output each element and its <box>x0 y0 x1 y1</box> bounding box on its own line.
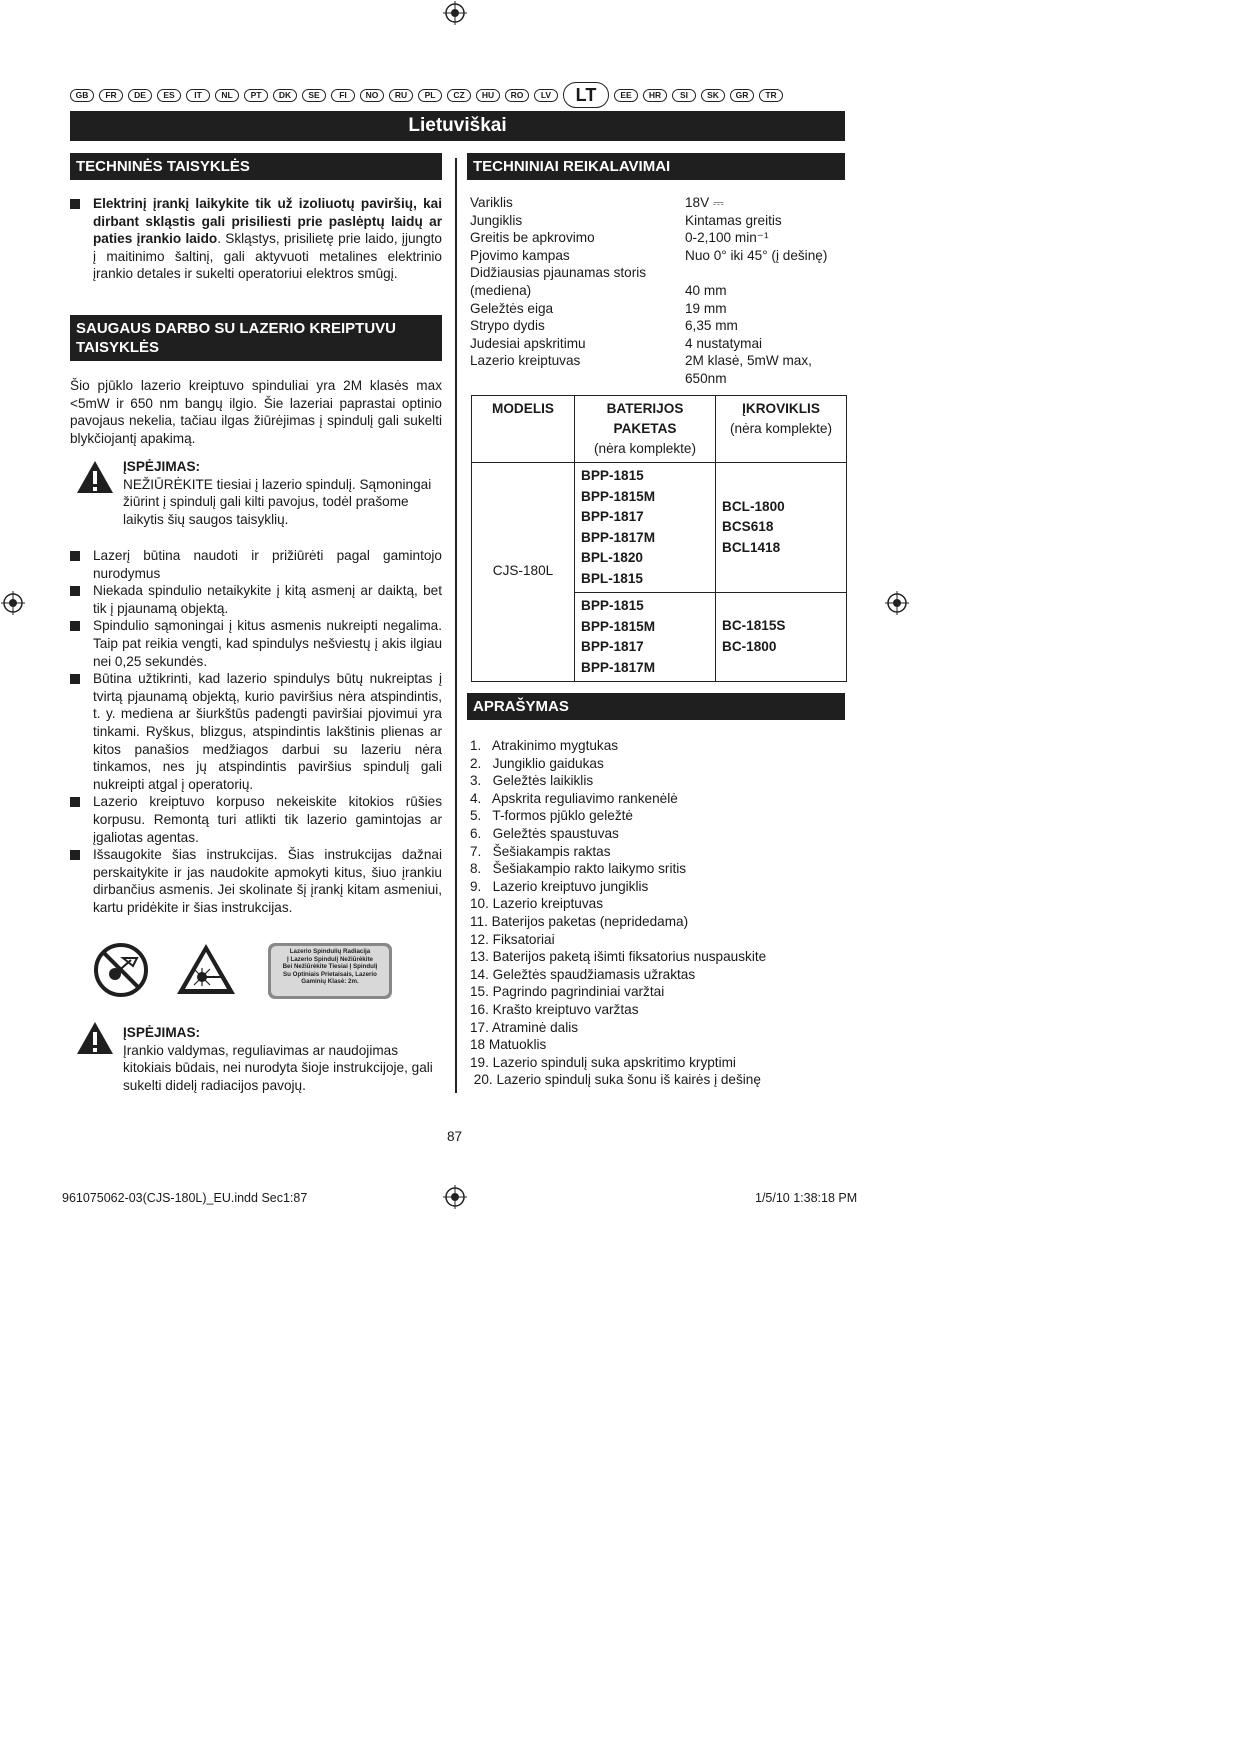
laser-bullet <box>70 846 442 916</box>
bullet-square <box>70 621 80 631</box>
language-tab-hr[interactable]: HR <box>643 89 667 102</box>
table-item: BPP-1817 <box>581 639 644 654</box>
spec-row <box>470 352 845 387</box>
bullet-square <box>70 551 80 561</box>
laser-bullet-text: Spindulio sąmoningai į kitus asmenis nukreipti negalima. Taip pat reikia vengti, kad spindulys nešviestų į akis ilgiau nei 0,25 sekundės. <box>93 618 442 669</box>
laser-label-line: Gaminių Klasė: 2m. <box>301 978 359 986</box>
spec-label: Didžiausias pjaunamas storis <box>470 265 647 281</box>
language-tab-lv[interactable]: LV <box>534 89 558 102</box>
language-tab-pl[interactable]: PL <box>418 89 442 102</box>
language-tab-gb[interactable]: GB <box>70 89 94 102</box>
description-item: 8. Šešiakampio rakto laikymo sritis <box>470 861 687 877</box>
table-item: BPP-1815M <box>581 488 656 504</box>
laser-bullet-text: Lazerį būtina naudoti ir prižiūrėti pagal gamintojo nurodymus <box>93 548 442 581</box>
description-item: 15. Pagrindo pagrindiniai varžtai <box>470 984 665 1000</box>
description-item: 5. T-formos pjūklo geležtė <box>470 808 633 824</box>
table-item: BC-1800 <box>722 638 777 654</box>
description-item: 17. Atraminė dalis <box>470 1019 579 1035</box>
table-header-model: MODELIS <box>472 396 575 463</box>
description-item: 3. Geležtės laikiklis <box>470 773 594 789</box>
section-title-description: APRAŠYMAS <box>467 693 845 720</box>
laser-bullet <box>70 617 442 670</box>
registration-mark-left <box>1 591 25 615</box>
footer-timestamp: 1/5/10 1:38:18 PM <box>755 1191 858 1205</box>
table-header-battery-note: (nėra komplekte) <box>594 441 696 456</box>
model-compatibility-table <box>471 395 847 682</box>
laser-warning-label <box>268 943 392 999</box>
spec-label: Greitis be apkrovimo <box>470 230 595 246</box>
page-number: 87 <box>447 1129 463 1144</box>
description-item: 13. Baterijos paketą išimti fiksatorius nuspauskite <box>470 949 767 965</box>
warning1-title: ĮSPĖJIMAS: <box>123 459 201 474</box>
table-item: BPP-1815M <box>581 618 656 634</box>
spec-value: 40 mm <box>685 282 727 298</box>
spec-value: 6,35 mm <box>685 318 738 334</box>
table-battery-cell <box>575 593 716 682</box>
description-item: 14. Geležtės spaudžiamasis užraktas <box>470 966 696 982</box>
table-header-charger-note: (nėra komplekte) <box>730 421 832 436</box>
language-tab-pt[interactable]: PT <box>244 89 268 102</box>
warning-triangle-icon <box>76 1021 114 1055</box>
spec-value <box>685 264 845 282</box>
table-model-cell: CJS-180L <box>472 463 575 682</box>
description-item: 7. Šešiakampis raktas <box>470 843 611 859</box>
section-title-laser-safety: SAUGAUS DARBO SU LAZERIO KREIPTUVU TAISYKLĖS <box>70 315 442 361</box>
section-title-specifications: TECHNINIAI REIKALAVIMAI <box>467 153 845 180</box>
spec-row <box>470 194 845 212</box>
laser-intro: Šio pjūklo lazerio kreiptuvo spinduliai yra 2M klasės max <5mW ir 650 nm bangų ilgio. Šie lazeriai paprastai optinio pavojaus nekelia, tačiau ilgas žiūrėjimas į spindulį gali sukelti blykčiojantį apakimą. <box>70 378 442 446</box>
table-charger-cell <box>716 593 847 682</box>
laser-bullet <box>70 793 442 846</box>
language-tab-ro[interactable]: RO <box>505 89 529 102</box>
bullet-square <box>70 199 80 209</box>
spec-row <box>470 229 845 247</box>
technical-rule-bold: Elektrinį įrankį laikykite tik už izoliuotų paviršių, kai dirbant skląstis gali prisiliesti prie paslėptų laidų ar paties įrankio laido <box>93 196 442 247</box>
spec-value: 0-2,100 min⁻¹ <box>685 230 769 246</box>
description-item: 11. Baterijos paketas (nepridedama) <box>470 913 689 929</box>
language-tab-lt[interactable]: LT <box>563 82 609 108</box>
description-item: 9. Lazerio kreiptuvo jungiklis <box>470 878 649 894</box>
registration-mark-bottom <box>443 1185 467 1209</box>
description-item: 10. Lazerio kreiptuvas <box>470 896 603 912</box>
spec-row <box>470 300 845 318</box>
spec-value: 2M klasė, 5mW max, 650nm <box>685 353 812 386</box>
spec-row <box>470 212 845 230</box>
description-item: 1. Atrakinimo mygtukas <box>470 738 619 753</box>
table-item: BCL-1800 <box>722 498 785 514</box>
parts-description-list <box>470 737 766 1089</box>
table-item: BPP-1815 <box>581 468 644 483</box>
table-item: BPP-1815 <box>581 598 644 613</box>
registration-mark-right <box>885 591 909 615</box>
laser-bullet-text: Išsaugokite šias instrukcijas. Šias instrukcijas dažnai perskaitykite ir jas naudokite apmokyti kitus, šiuo įrankiu dirbančius asmenis. Jei skolinate šį įrankį kitam asmeniui, kartu pridėkite ir šias instrukcijas. <box>93 847 442 915</box>
spec-value: Nuo 0° iki 45° (į dešinę) <box>685 247 828 263</box>
spec-label: Variklis <box>470 195 513 210</box>
laser-hazard-icon <box>175 942 237 996</box>
language-tab-fr[interactable]: FR <box>99 89 123 102</box>
warning1-text: NEŽIŪRĖKITE tiesiai į lazerio spindulį. Sąmoningai žiūrint į spindulį gali kilti pavojus, todėl prašome laikytis šių saugos taisyklių. <box>123 476 432 527</box>
laser-label-line: Su Optiniais Prietaisais, Lazerio <box>283 970 377 978</box>
laser-bullet-list <box>70 547 442 916</box>
table-header-charger: ĮKROVIKLIS <box>742 401 820 416</box>
language-tab-gr[interactable]: GR <box>730 89 754 102</box>
language-tab-si[interactable]: SI <box>672 89 696 102</box>
spec-label: (mediena) <box>470 282 532 298</box>
laser-label-line: Lazerio Spindulių Radiacija <box>289 948 371 955</box>
table-item: BPP-1817M <box>581 529 656 545</box>
table-item: BCL1418 <box>722 539 781 555</box>
technical-rule-bullet <box>70 195 442 283</box>
column-divider <box>455 158 457 1093</box>
language-tab-de[interactable]: DE <box>128 89 152 102</box>
bullet-square <box>70 797 80 807</box>
language-tab-ee[interactable]: EE <box>614 89 638 102</box>
spec-value: 19 mm <box>685 300 727 316</box>
language-tab-sk[interactable]: SK <box>701 89 725 102</box>
language-tab-hu[interactable]: HU <box>476 89 500 102</box>
table-item: BCS618 <box>722 519 774 535</box>
language-tab-fi[interactable]: FI <box>331 89 355 102</box>
page-title: Lietuviškai <box>70 111 845 141</box>
description-item: 6. Geležtės spaustuvas <box>470 825 619 841</box>
laser-bullet <box>70 547 442 582</box>
spec-label: Strypo dydis <box>470 318 545 334</box>
description-item: 20. Lazerio spindulį suka šonu iš kairės į dešinę <box>470 1072 761 1088</box>
bullet-square <box>70 674 80 684</box>
registration-mark-top <box>443 1 467 25</box>
spec-row <box>470 317 845 335</box>
table-battery-cell <box>575 463 716 593</box>
footer-file-info: 961075062-03(CJS-180L)_EU.indd Sec1:87 <box>62 1191 308 1205</box>
language-tab-it[interactable]: IT <box>186 89 210 102</box>
spec-row <box>470 282 845 300</box>
language-bar <box>70 82 845 108</box>
laser-bullet-text: Niekada spindulio netaikykite į kitą asmenį ar daiktą, bet tik į pjaunamą objektą. <box>93 583 442 616</box>
spec-value: Kintamas greitis <box>685 212 782 228</box>
description-item: 4. Apskrita reguliavimo rankenėlė <box>470 790 678 806</box>
table-header-battery: BATERIJOS PAKETAS <box>606 401 684 436</box>
language-tab-nl[interactable]: NL <box>215 89 239 102</box>
spec-label: Jungiklis <box>470 212 523 228</box>
laser-bullet <box>70 670 442 793</box>
language-tab-se[interactable]: SE <box>302 89 326 102</box>
spec-row <box>470 247 845 265</box>
spec-label: Lazerio kreiptuvas <box>470 353 581 369</box>
bullet-square <box>70 586 80 596</box>
spec-label: Judesiai apskritimu <box>470 335 586 351</box>
warning-triangle-icon <box>76 460 114 494</box>
description-item: 16. Krašto kreiptuvo varžtas <box>470 1001 639 1017</box>
section-title-technical-rules: TECHNINĖS TAISYKLĖS <box>70 153 442 180</box>
laser-label-line: Į Lazerio Spindulį Nežiūrėkite <box>287 955 373 963</box>
description-item: 18 Matuoklis <box>470 1037 547 1053</box>
technical-rule-text: . Skląstys, prisilietę prie laido, įjungto į maitinimo šaltinį, gali aktyvuoti metalines elektrinio įrankio detales ir sukelti operatoriui elektros smūgį. <box>93 231 442 282</box>
laser-bullet <box>70 582 442 617</box>
description-item: 2. Jungiklio gaidukas <box>470 755 604 771</box>
table-item: BPL-1820 <box>581 550 643 565</box>
table-item: BPL-1815 <box>581 570 643 586</box>
language-tab-no[interactable]: NO <box>360 89 384 102</box>
spec-label: Pjovimo kampas <box>470 247 570 263</box>
specifications-list <box>470 194 845 388</box>
bullet-square <box>70 850 80 860</box>
description-item: 12. Fiksatoriai <box>470 931 555 947</box>
table-item: BPP-1817 <box>581 509 644 524</box>
language-tab-dk[interactable]: DK <box>273 89 297 102</box>
laser-bullet-text: Lazerio kreiptuvo korpuso nekeiskite kitokios rūšies korpusu. Remontą turi atlikti tik lazerio gamintojas ar įgaliotas agentas. <box>93 794 442 845</box>
description-item: 19. Lazerio spindulį suka apskritimo kryptimi <box>470 1054 736 1070</box>
language-tab-es[interactable]: ES <box>157 89 181 102</box>
language-tab-ru[interactable]: RU <box>389 89 413 102</box>
spec-row <box>470 335 845 353</box>
spec-value: 18V ⎓ <box>685 195 724 210</box>
spec-value: 4 nustatymai <box>685 335 763 351</box>
spec-label: Geležtės eiga <box>470 300 554 316</box>
warning2-title: ĮSPĖJIMAS: <box>123 1025 201 1040</box>
table-item: BPP-1817M <box>581 659 656 675</box>
laser-label-line: Bei Nežiūrėkite Tiesiai Į Spindulį <box>282 963 378 971</box>
language-tab-cz[interactable]: CZ <box>447 89 471 102</box>
table-item: BC-1815S <box>722 618 786 633</box>
warning2-text: Įrankio valdymas, reguliavimas ar naudojimas kitokiais būdais, nei nurodyta šioje instrukcijoje, gali sukelti didelį radiacijos pavojų. <box>123 1042 433 1093</box>
spec-row <box>470 264 845 282</box>
no-staring-laser-icon <box>93 942 149 998</box>
language-tab-tr[interactable]: TR <box>759 89 783 102</box>
laser-bullet-text: Būtina užtikrinti, kad lazerio spindulys būtų nukreiptas į tvirtą pjaunamą objektą, kurio paviršius nėra atspindintis, t. y. mediena ar šiurkštūs padengti paviršiai pjovimui yra tinkami. Ryškus, blizgus, atspindintis lakštinis plienas ar kitos panašios medžiagos darbui su lazeriu nėra tinkamos, nes jų atspindintis paviršius spindulį gali nukreipti atgal į operatorių. <box>93 671 442 792</box>
table-charger-cell <box>716 463 847 593</box>
